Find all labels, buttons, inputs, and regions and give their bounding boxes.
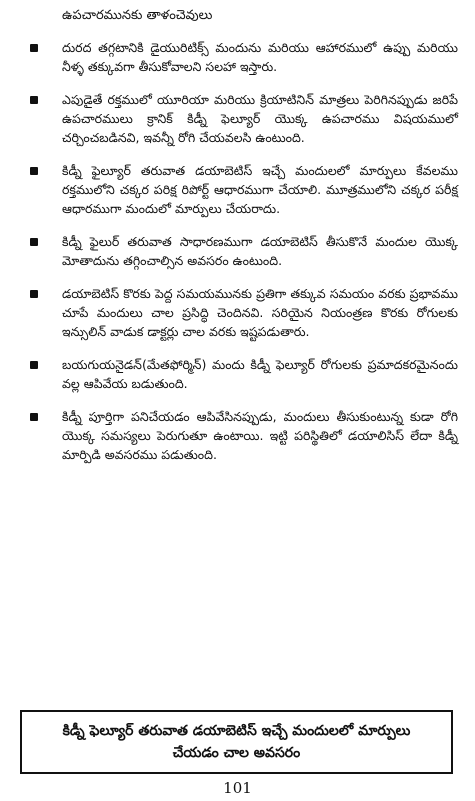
bullet-item: [30, 355, 458, 393]
bullet-text: ఎపుడైతే రక్తములో యూరియా మరియు క్రియాటినిన్ మాత్రలు పెరిగినప్పుడు జరిపే ఉపచారములు క్రానిక్ కిడ్నీ ఫెల్యూర్ యొక్క ఉపచారము విషయములో చర్చించబడినవి, ఇవన్నీ రోగి చేయవలసి ఉంటుంది.: [62, 92, 458, 145]
bullet-item: [30, 232, 458, 270]
bullet-item: [30, 284, 458, 341]
callout-line-1: కిడ్నీ ఫెల్యూర్ తరువాత డయాబెటిస్ ఇచ్చే మందులలో మార్పులు: [62, 723, 411, 739]
bullet-square-icon: [30, 167, 38, 175]
bullet-list: [30, 38, 458, 478]
page-number: 101: [223, 779, 252, 797]
bullet-square-icon: [30, 238, 38, 246]
bullet-text: కిడ్నీ ఫైలుర్ తరువాత సాధారణముగా డయాబెటిస్ తీసుకొనే మందుల యొక్క మోతాదును తగ్గించాల్సిన అవసరం ఉంటుంది.: [62, 234, 458, 268]
bullet-square-icon: [30, 413, 38, 421]
bullet-square-icon: [30, 44, 38, 52]
intro-line: ఉపచారమునకు తాళంచెవులు: [62, 8, 213, 23]
summary-callout-box: [20, 710, 453, 774]
bullet-item: [30, 161, 458, 218]
bullet-item: [30, 407, 458, 464]
bullet-square-icon: [30, 290, 38, 298]
bullet-text: బయగుయనైడన్(మేతఫోర్మిన్) మందు కిడ్నీ ఫెల్యూర్ రోగులకు ప్రమాదకరమైనందు వల్ల ఆపివేయ బడుతుంది.: [62, 357, 458, 391]
bullet-text: కిడ్నీ పూర్తిగా పనిచేయడం ఆపివేసినప్పుడు, మందులు తీసుకుంటున్న కుడా రోగి యొక్క సమస్యలు పెరుగుతూ ఉంటాయి. ఇట్టి పరిస్థితిలో డయాలిసిస్ లేదా కిడ్నీ మార్పిడి అవసరము పడుతుంది.: [62, 409, 458, 462]
bullet-square-icon: [30, 361, 38, 369]
bullet-text: డయాబెటిస్ కొరకు పెద్ద సమయమునకు ప్రతిగా తక్కువ సమయం వరకు ప్రభావము చూపే మందులు చాల ప్రసిద్ధి చెందినవి. సరియైన నియంత్రణ కొరకు రోగులకు ఇన్సులిన్ వాడుక డాక్టర్లు చాల వరకు ఇష్టపడుతారు.: [62, 286, 458, 339]
bullet-text: దురద తగ్గటానికి డైయురిటిక్స్ మందును మరియు ఆహారములో ఉప్పు మరియు నీళ్ళ తక్కువగా తీసుకోవాలని సలహా ఇస్తారు.: [62, 40, 458, 74]
bullet-square-icon: [30, 96, 38, 104]
bullet-item: [30, 90, 458, 147]
bullet-text: కిడ్నీ ఫైల్యూర్ తరువాత డయాబెటిస్ ఇచ్చే మందులలో మార్పులు కేవలము రక్తములోని చక్కర పరిక్ష రిపోర్ట్ ఆధారముగా చేయాలి. మూత్రములోని చక్కర పరీక్ష ఆధారముగా మందులో మార్పులు చేయరాదు.: [62, 163, 458, 216]
bullet-item: [30, 38, 458, 76]
callout-line-2: చేయడం చాల అవసరం: [172, 745, 301, 761]
